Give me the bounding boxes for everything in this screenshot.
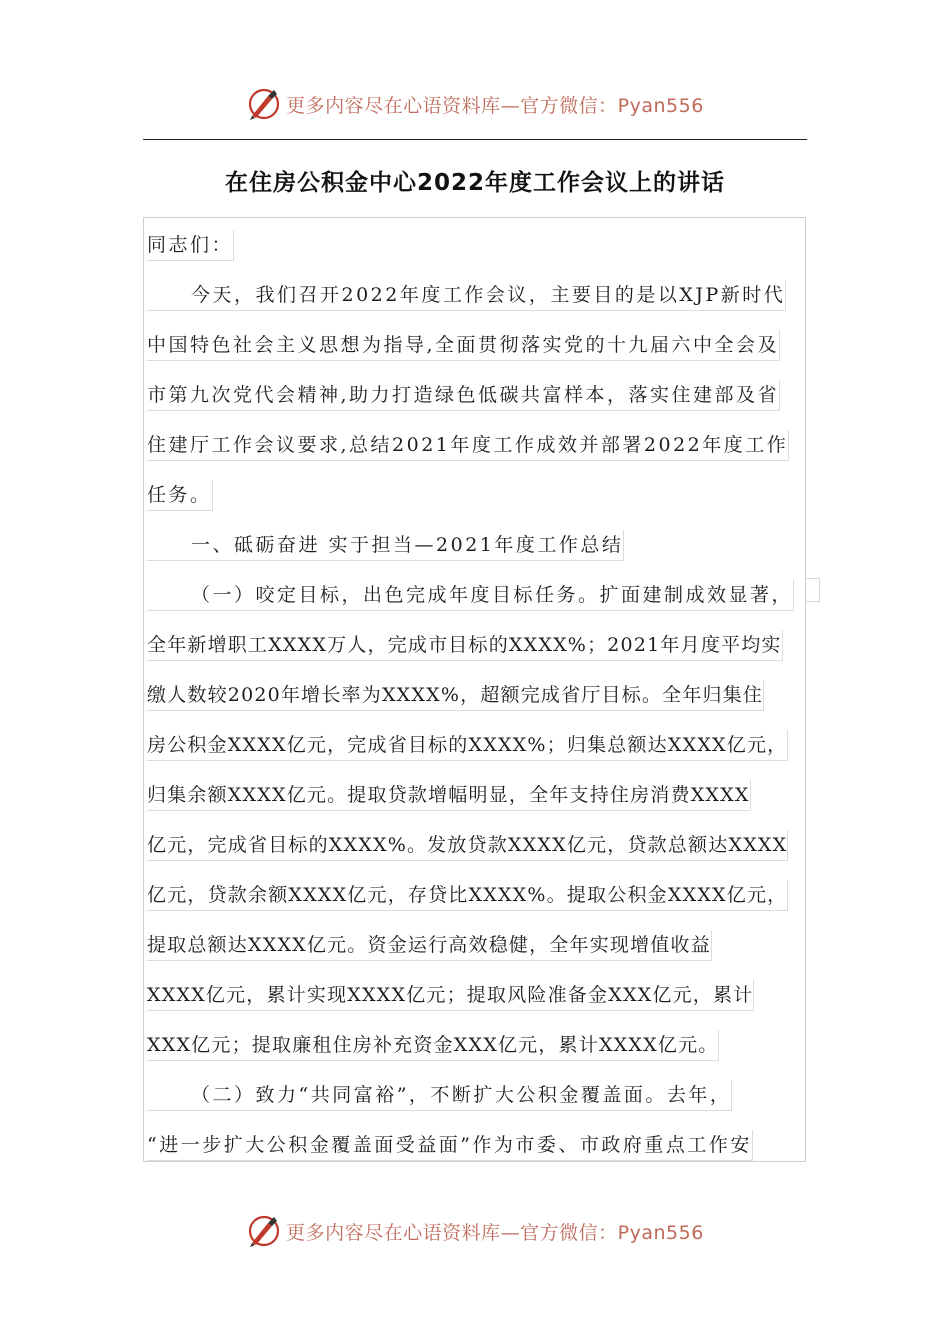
text-line: 全年新增职工XXXX万人，完成市目标的XXXX%；2021年月度平均实 — [147, 630, 783, 661]
pen-logo-icon — [246, 86, 282, 122]
text-line: 同志们： — [147, 230, 234, 261]
text-line: 亿元，贷款余额XXXX亿元，存贷比XXXX%。提取公积金XXXX亿元， — [147, 880, 788, 911]
text-line: 亿元，完成省目标的XXXX%。发放贷款XXXX亿元，贷款总额达XXXX — [147, 830, 788, 861]
text-line: 房公积金XXXX亿元，完成省目标的XXXX%；归集总额达XXXX亿元， — [147, 730, 788, 761]
wechat-id: Pyan556 — [617, 94, 704, 117]
wechat-id: Pyan556 — [617, 1221, 704, 1244]
header-banner — [0, 84, 950, 124]
text-line: 住建厅工作会议要求,总结2021年度工作成效并部署2022年度工作 — [147, 430, 789, 461]
text-line: XXXX亿元，累计实现XXXX亿元；提取风险准备金XXX亿元，累计 — [147, 980, 754, 1011]
banner-label: 更多内容尽在心语资料库—官方微信： — [286, 94, 618, 117]
text-line: 缴人数较2020年增长率为XXXX%，超额完成省厅目标。全年归集住 — [147, 680, 764, 711]
banner-text — [286, 91, 704, 118]
margin-marker — [805, 578, 820, 602]
header-rule — [143, 139, 807, 140]
text-line: 一、砥砺奋进 实于担当—2021年度工作总结 — [147, 530, 624, 561]
banner-text — [286, 1218, 704, 1245]
text-line: “进一步扩大公积金覆盖面受益面”作为市委、市政府重点工作安 — [147, 1130, 753, 1161]
text-line: 今天，我们召开2022年度工作会议，主要目的是以XJP新时代 — [147, 280, 786, 311]
footer-banner — [0, 1211, 950, 1251]
text-line: XXX亿元；提取廉租住房补充资金XXX亿元，累计XXXX亿元。 — [147, 1030, 719, 1061]
text-line: 提取总额达XXXX亿元。资金运行高效稳健，全年实现增值收益 — [147, 930, 712, 961]
text-line: 市第九次党代会精神,助力打造绿色低碳共富样本，落实住建部及省 — [147, 380, 780, 411]
text-line: 任务。 — [147, 480, 213, 511]
text-line: 归集余额XXXX亿元。提取贷款增幅明显，全年支持住房消费XXXX — [147, 780, 751, 811]
text-line: （一）咬定目标，出色完成年度目标任务。扩面建制成效显著， — [147, 580, 794, 611]
text-line: （二）致力“共同富裕”，不断扩大公积金覆盖面。去年， — [147, 1080, 732, 1111]
banner-label: 更多内容尽在心语资料库—官方微信： — [286, 1221, 618, 1244]
pen-logo-icon — [246, 1213, 282, 1249]
text-line: 中国特色社会主义思想为指导,全面贯彻落实党的十九届六中全会及 — [147, 330, 780, 361]
document-title: 在住房公积金中心2022年度工作会议上的讲话 — [224, 170, 725, 196]
